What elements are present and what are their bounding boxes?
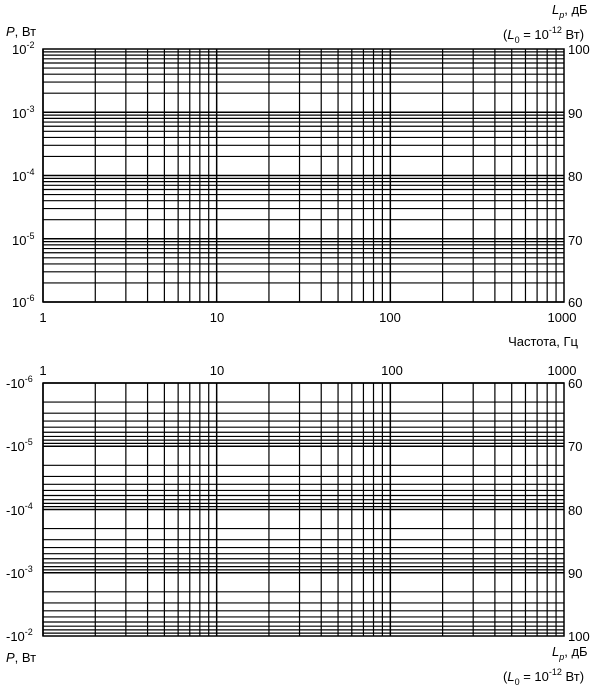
bottom-y-tick-right: 60 <box>568 376 583 391</box>
bottom-y-tick-right: 70 <box>568 439 583 454</box>
bottom-y-tick-right: 80 <box>568 503 583 518</box>
bottom-x-tick: 1000 <box>547 363 577 378</box>
bottom-chart <box>6 363 590 687</box>
bottom-left-axis-label: P, Вт <box>6 650 37 665</box>
top-y-tick-right: 100 <box>568 42 590 57</box>
x-axis-label: Частота, Гц <box>508 334 578 349</box>
top-y-tick-right: 90 <box>568 106 583 121</box>
bottom-y-tick-right: 100 <box>568 629 590 644</box>
bottom-x-tick: 100 <box>381 363 403 378</box>
top-left-axis-label: P, Вт <box>6 24 37 39</box>
bottom-right-reference-label: ($L_0 = 10^{-12}$ Вт) <box>503 667 585 687</box>
bottom-y-tick-left: $-10^{-6}$ <box>6 374 33 391</box>
top-x-tick: 1000 <box>547 310 577 325</box>
top-y-tick-right: 80 <box>568 169 583 184</box>
top-x-tick: 1 <box>39 310 47 325</box>
top-right-axis-label: $L_p$, дБ <box>552 2 588 20</box>
bottom-y-tick-left: $-10^{-4}$ <box>6 501 33 518</box>
bottom-x-tick: 1 <box>39 363 47 378</box>
top-y-tick-left: $10^{-3}$ <box>12 104 35 121</box>
bottom-y-tick-left: $-10^{-3}$ <box>6 564 33 581</box>
top-y-tick-left: $10^{-5}$ <box>12 231 35 248</box>
top-y-tick-right: 60 <box>568 295 583 310</box>
top-y-tick-left: $10^{-2}$ <box>12 40 35 57</box>
top-grid <box>43 49 564 302</box>
bottom-x-tick: 10 <box>209 363 225 378</box>
bottom-y-tick-left: $-10^{-2}$ <box>6 627 33 644</box>
top-x-tick: 100 <box>379 310 401 325</box>
bottom-y-tick-left: $-10^{-5}$ <box>6 437 33 454</box>
top-chart <box>6 2 590 349</box>
bottom-grid <box>43 383 564 636</box>
top-y-tick-right: 70 <box>568 233 583 248</box>
top-x-tick: 10 <box>209 310 225 325</box>
bottom-y-tick-right: 90 <box>568 566 583 581</box>
top-right-reference-label: ($L_0 = 10^{-12}$ Вт) <box>503 25 585 45</box>
top-y-tick-left: $10^{-4}$ <box>12 167 35 184</box>
bottom-right-axis-label: $L_p$, дБ <box>552 644 588 662</box>
top-y-tick-left: $10^{-6}$ <box>12 293 35 310</box>
